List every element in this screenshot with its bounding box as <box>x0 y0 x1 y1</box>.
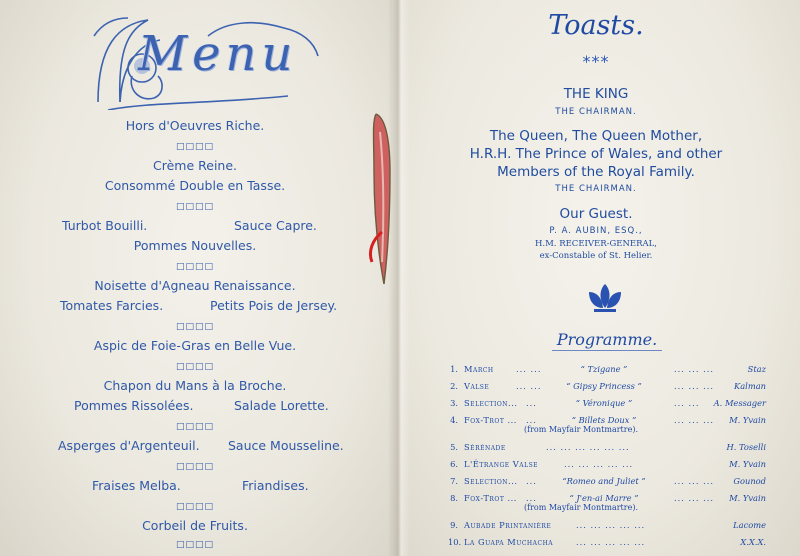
item-composer: X.X.X. <box>740 537 766 547</box>
item-type: Aubade Printanière <box>464 520 552 530</box>
menu-item: Petits Pois de Jersey. <box>210 298 338 313</box>
toast-royal-line: Members of the Royal Family. <box>497 164 695 180</box>
menu-item: Pommes Nouvelles. <box>133 238 257 253</box>
toasts-page <box>392 0 800 556</box>
item-type: Fox-Trot ... <box>464 415 517 425</box>
leader-dots: ... ... <box>674 398 700 408</box>
item-composer: Staz <box>747 364 766 374</box>
leader-dots: ... ... ... <box>674 364 715 374</box>
lotus-emblem-icon <box>585 282 625 316</box>
menu-separator: □□□□ <box>175 422 214 432</box>
menu-item: Chapon du Mans à la Broche. <box>103 378 287 393</box>
menu-item: Noisette d'Agneau Renaissance. <box>94 278 296 293</box>
menu-item: Turbot Bouilli. <box>62 218 148 233</box>
leader-dots: ... ... <box>516 364 542 374</box>
item-number: 8. <box>450 493 458 503</box>
item-number: 6. <box>450 459 458 469</box>
item-title: “ J'en-ai Marre ” <box>569 493 639 503</box>
item-type: Fox-Trot ... <box>464 493 517 503</box>
menu-separator: □□□□ <box>175 462 214 472</box>
menu-item: Crème Reine. <box>153 158 237 173</box>
programme-row <box>436 476 766 488</box>
leader-dots: ... ... ... ... ... <box>576 537 646 547</box>
menu-item: Hors d'Oeuvres Riche. <box>125 118 265 133</box>
leader-dots: ... <box>526 415 537 425</box>
menu-item: Aspic de Foie-Gras en Belle Vue. <box>93 338 297 353</box>
ribbon-icon <box>364 112 402 288</box>
item-composer: M. Yvain <box>729 415 766 425</box>
menu-item: Salade Lorette. <box>234 398 329 413</box>
leader-dots: ... ... ... ... ... <box>576 520 646 530</box>
leader-dots: ... ... ... <box>674 476 715 486</box>
toast-royal-line: The Queen, The Queen Mother, <box>489 128 703 144</box>
menu-separator: □□□□ <box>175 502 214 512</box>
programme-row <box>436 364 766 376</box>
guest-heading: Our Guest. <box>559 206 633 222</box>
leader-dots: ... <box>526 398 537 408</box>
toast-royal-line: H.R.H. The Prince of Wales, and other <box>469 146 723 162</box>
leader-dots: ... ... ... <box>674 381 715 391</box>
menu-item: Consommé Double en Tasse. <box>104 178 286 193</box>
menu-item: Sauce Capre. <box>234 218 317 233</box>
item-type: La Guapa Muchacha <box>464 537 554 547</box>
item-note: (from Mayfair Montmartre). <box>524 425 638 434</box>
menu-item: Sauce Mousseline. <box>228 438 344 453</box>
leader-dots: ... ... ... ... ... ... <box>546 442 630 452</box>
programme-row <box>436 381 766 393</box>
guest-former: ex-Constable of St. Helier. <box>539 251 653 261</box>
item-composer: Kalman <box>734 381 766 391</box>
item-type: Selection... <box>464 476 518 486</box>
menu-item: Pommes Rissolées. <box>74 398 194 413</box>
item-type: Selection... <box>464 398 518 408</box>
item-composer: Gounod <box>733 476 766 486</box>
programme-row <box>436 415 766 437</box>
leader-dots: ... ... <box>516 381 542 391</box>
leader-dots: ... ... ... <box>674 415 715 425</box>
item-composer: H. Toselli <box>726 442 766 452</box>
programme-row <box>436 537 766 549</box>
item-number: 1. <box>450 364 458 374</box>
leader-dots: ... <box>526 493 537 503</box>
item-number: 3. <box>450 398 458 408</box>
leader-dots: ... <box>526 476 537 486</box>
item-number: 2. <box>450 381 458 391</box>
item-type: L'Étrange Valse <box>464 459 539 469</box>
menu-item: Fraises Melba. <box>92 478 181 493</box>
leader-dots: ... ... ... ... ... <box>564 459 634 469</box>
item-title: “ Gipsy Princess ” <box>566 381 642 391</box>
item-type: March <box>464 364 494 374</box>
menu-item: Asperges d'Argenteuil. <box>58 438 200 453</box>
item-number: 10. <box>448 537 462 547</box>
item-number: 4. <box>450 415 458 425</box>
menu-item: Corbeil de Fruits. <box>142 518 248 533</box>
item-composer: A. Messager <box>713 398 766 408</box>
leader-dots: ... ... ... <box>674 493 715 503</box>
menu-separator: □□□□ <box>175 202 214 212</box>
menu-item: Tomates Farcies. <box>60 298 164 313</box>
item-title: “ Billets Doux ” <box>571 415 637 425</box>
menu-separator: □□□□ <box>175 540 214 550</box>
item-title: “Romeo and Juliet ” <box>562 476 646 486</box>
menu-separator: □□□□ <box>175 362 214 372</box>
toast-king: THE KING <box>563 86 629 102</box>
guest-title: H.M. RECEIVER-GENERAL, <box>534 239 658 249</box>
programme-title: Programme. <box>552 330 662 351</box>
item-title: “ Tzigane ” <box>580 364 628 374</box>
programme-row <box>436 520 766 532</box>
item-composer: M. Yvain <box>729 459 766 469</box>
item-number: 5. <box>450 442 458 452</box>
menu-separator: □□□□ <box>175 142 214 152</box>
item-composer: M. Yvain <box>729 493 766 503</box>
menu-item: Friandises. <box>242 478 309 493</box>
guest-name: P. A. AUBIN, ESQ., <box>549 226 643 236</box>
programme-row <box>436 442 766 454</box>
item-number: 9. <box>450 520 458 530</box>
menu-heading-ornament <box>88 6 324 110</box>
toasts-title: Toasts. <box>548 10 644 41</box>
item-type: Valse <box>464 381 490 391</box>
programme-row <box>436 493 766 515</box>
item-composer: Lacome <box>733 520 766 530</box>
programme-row <box>436 459 766 471</box>
menu-separator: □□□□ <box>175 322 214 332</box>
menu-separator: □□□□ <box>175 262 214 272</box>
item-type: Sérénade <box>464 442 506 452</box>
menu-heading: Menu <box>138 26 298 82</box>
programme-row <box>436 398 766 410</box>
item-number: 7. <box>450 476 458 486</box>
stars-ornament: *** <box>582 52 610 71</box>
item-note: (from Mayfair Montmartre). <box>524 503 638 512</box>
toast-proposer: THE CHAIRMAN. <box>555 184 637 194</box>
item-title: “ Véronique ” <box>575 398 633 408</box>
toast-proposer: THE CHAIRMAN. <box>555 107 637 117</box>
